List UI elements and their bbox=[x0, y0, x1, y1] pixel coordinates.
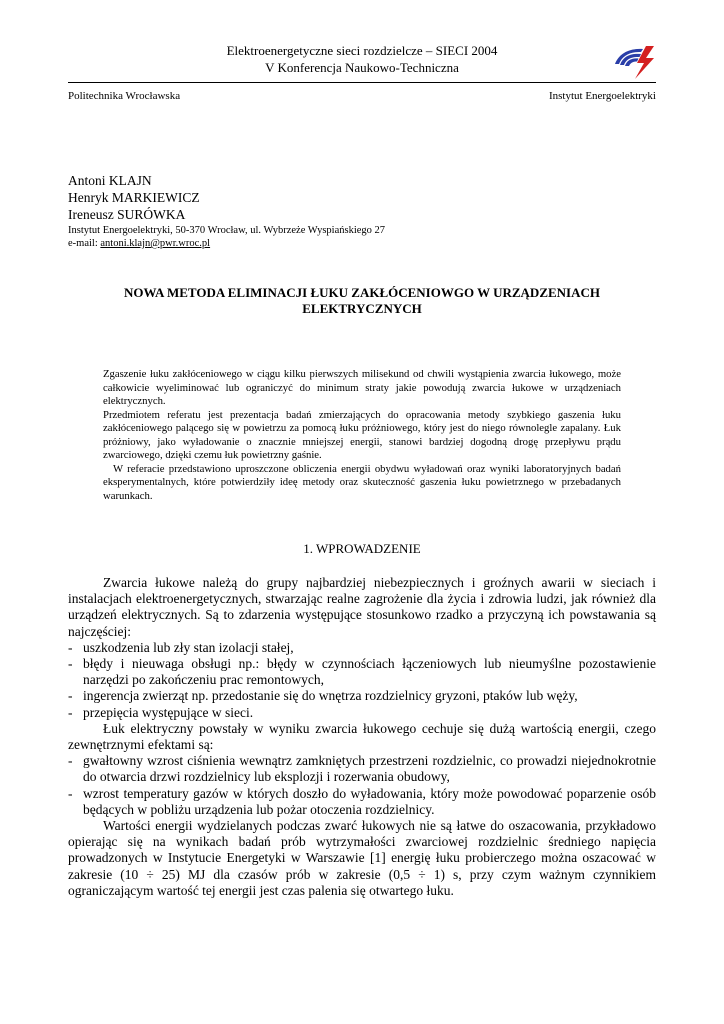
bullet-dash: - bbox=[68, 704, 73, 720]
list-item-text: przepięcia występujące w sieci. bbox=[83, 704, 254, 720]
paper-title bbox=[68, 285, 656, 317]
paper-title-line: NOWA METODA ELIMINACJI ŁUKU ZAKŁÓCENIOWGO W URZĄDZENIACH bbox=[123, 285, 601, 300]
abstract-paragraph: Przedmiotem referatu jest prezentacja badań zmierzających do opracowania metody szybkiego gaszenia łuku zakłóceniowego palącego się w powietrzu za pomocą łuku próżniowego, który jest do niego równolegle zapalany. Łuk próżniowy, jako wyładowanie o znacznie mniejszej energii, stanowi bardziej dogodną drogę przepływu prądu zwarciowego, dzięki czemu łuk powietrzny gaśnie. bbox=[103, 408, 621, 461]
abstract bbox=[103, 368, 621, 503]
author-name: Antoni KLAJN bbox=[68, 173, 152, 188]
list-item bbox=[68, 688, 656, 704]
lightning-bolt-logo-icon bbox=[610, 44, 658, 80]
body-paragraph: Zwarcia łukowe należą do grupy najbardziej niebezpiecznych i groźnych awarii w sieciach i instalacjach elektroenergetycznych, stwarzając realne zagrożenie dla życia i zdrowia ludzi, jak również dla urządzeń elektrycznych. Są to zdarzenia występujące stosunkowo rzadko a przyczyną ich powstawania są najczęściej: bbox=[68, 575, 656, 639]
logo-stripes bbox=[615, 49, 643, 66]
list-item bbox=[68, 705, 656, 721]
bullet-dash: - bbox=[68, 656, 73, 672]
conference-edition: V Konferencja Naukowo-Techniczna bbox=[265, 60, 459, 75]
header-divider bbox=[68, 82, 656, 83]
bullet-dash: - bbox=[68, 639, 73, 655]
author-address: Instytut Energoelektryki, 50-370 Wrocław, ul. Wybrzeże Wyspiańskiego 27 bbox=[68, 225, 386, 236]
list-item bbox=[68, 786, 656, 818]
bullet-dash: - bbox=[68, 688, 73, 704]
institute-name: Instytut Energoelektryki bbox=[548, 90, 656, 102]
list-item bbox=[68, 753, 656, 785]
section-heading: 1. WPROWADZENIE bbox=[303, 541, 421, 556]
author-list bbox=[68, 172, 200, 223]
list-item-text: gwałtowny wzrost ciśnienia wewnątrz zamkniętych przestrzeni rozdzielnic, co prowadzi niejednokrotnie do otwarcia drzwi rozdzielnicy lub eksplozji i rozerwania obudowy, bbox=[83, 753, 656, 785]
conference-name: Elektroenergetyczne sieci rozdzielcze – SIECI 2004 bbox=[226, 43, 498, 58]
list-item-text: błędy i nieuwaga obsługi np.: błędy w czynnościach łączeniowych lub nieumyślne pozostawienie narzędzi po zakończeniu prac remontowych, bbox=[83, 656, 656, 688]
list-item bbox=[68, 640, 656, 656]
university-name: Politechnika Wrocławska bbox=[68, 90, 181, 102]
bullet-dash: - bbox=[68, 753, 73, 769]
list-item-text: ingerencja zwierząt np. przedostanie się do wnętrza rozdzielnicy gryzoni, ptaków lub węży, bbox=[83, 688, 578, 704]
conference-header bbox=[120, 42, 604, 76]
body-paragraph: Wartości energii wydzielanych podczas zwarć łukowych nie są łatwe do oszacowania, przykładowo opierając się na wynikach badań prób wytrzymałości zwarciowej rozdzielnic średniego napięcia prowadzonych w Instytucie Energetyki w Warszawie [1] energię łuku probierczego można oszacować w zakresie (10 ÷ 25) MJ dla czasów prób w zakresie (0,5 ÷ 1) s, przy czym ważnym czynnikiem ograniczającym wartość tej energii jest czas palenia się otwartego łuku. bbox=[68, 818, 656, 898]
list-item bbox=[68, 656, 656, 688]
email-label: e-mail: bbox=[68, 238, 101, 249]
email-link[interactable]: antoni.klajn@pwr.wroc.pl bbox=[100, 238, 211, 249]
bullet-dash: - bbox=[68, 785, 73, 801]
paper-title-line: ELEKTRYCZNYCH bbox=[302, 301, 422, 316]
author-name: Henryk MARKIEWICZ bbox=[68, 190, 200, 205]
list-item-text: wzrost temperatury gazów w których doszło do wyładowania, który może powodować poparzenie osób będących w pobliżu urządzenia lub pożar otoczenia rozdzielnicy. bbox=[83, 785, 656, 817]
author-email-line bbox=[68, 237, 210, 250]
abstract-paragraph: Zgaszenie łuku zakłóceniowego w ciągu kilku pierwszych milisekund od chwili wystąpienia zwarcia łukowego, może całkowicie wyeliminować lub ograniczyć do minimum straty jakie powodują zwarcia łukowe w urządzeniach elektrycznych. bbox=[103, 368, 621, 407]
list-item-text: uszkodzenia lub zły stan izolacji stałej, bbox=[83, 639, 294, 655]
abstract-paragraph: W referacie przedstawiono uproszczone obliczenia energii obydwu wyładowań oraz wyniki laboratoryjnych badań eksperymentalnych, które potwierdziły ideę metody oraz skuteczność gaszenia łuku powietrznego w przebadanych warunkach. bbox=[103, 462, 621, 502]
section-body bbox=[68, 575, 656, 899]
author-name: Ireneusz SURÓWKA bbox=[68, 207, 186, 222]
body-paragraph: Łuk elektryczny powstały w wyniku zwarcia łukowego cechuje się dużą wartością energii, czego zewnętrznymi efektami są: bbox=[68, 720, 656, 753]
